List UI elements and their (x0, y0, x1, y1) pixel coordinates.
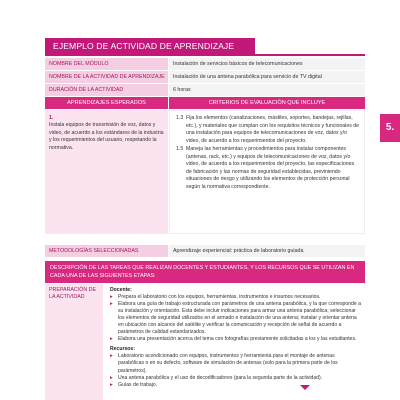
activity-name-value: Instalación de una antena parabólica para servicio de TV digital (169, 71, 365, 83)
list-item: ▸ Laboratorio acondicionado con equipos, instrumentos y herramienta para el montaje de antenas parabólicas o en su defecto, software de simulación de antenas (solo para la primera parte de los parámetros). (110, 353, 361, 374)
title-underline (45, 54, 365, 56)
duration-value: 6 horas (169, 84, 365, 96)
criteria-header: CRITERIOS DE EVALUACIÓN QUE INCLUYE (169, 97, 365, 109)
docente-heading: Docente: (110, 287, 132, 293)
module-label: NOMBRE DEL MÓDULO (45, 58, 168, 70)
criteria-cell (169, 110, 365, 234)
methodology-label: METODOLOGÍAS SELECCIONADAS (45, 245, 168, 257)
criterion-text: Maneja las herramientas y procedimientos para instalar componentes (antenas, rack, etc.) y equipos de telecomunicaciones de voz, datos y/o video, de acuerdo a los requerimientos del proyecto, las especificaciones de fabricación y las normas de seguridad establecidas, previniendo situaciones de riesgo y utilizando los elementos de protección personal según la normativa correspondiente. (186, 146, 355, 190)
preparation-label: PREPARACIÓN DE LA ACTIVIDAD (45, 284, 103, 400)
module-row (45, 58, 365, 70)
activity-name-row (45, 71, 365, 83)
preparation-content (104, 284, 365, 400)
section-tab: 5. (380, 114, 400, 142)
learning-text: Instala equipos de transmisión de voz, datos y video, de acuerdo a los estándares de la industria y los requerimientos del usuario, respetando la normativa. (49, 122, 164, 151)
list-item: ▸ Guías de trabajo. (110, 382, 361, 389)
criterion-text: Fija los elementos (canalizaciones, mástiles, soportes, bandejas, rejillas, etc.), y materiales que cumplan con los requisitos técnicos y funcionales de una instalación para equipos de telecomunicaciones de voz, datos y/o video, de acuerdo a los requerimientos del proyecto. (186, 115, 360, 144)
activity-document (45, 38, 365, 400)
duration-label: DURACIÓN DE LA ACTIVIDAD (45, 84, 168, 96)
learning-cell (45, 110, 168, 234)
learning-header: APRENDIZAJES ESPERADOS (45, 97, 168, 109)
duration-row (45, 84, 365, 96)
tasks-description-band: DESCRIPCIÓN DE LAS TAREAS QUE REALIZAN DOCENTES Y ESTUDIANTES, Y LOS RECURSOS QUE SE UTILIZAN EN CADA UNA DE LAS SIGUIENTES ETAPAS: (45, 261, 365, 283)
recursos-heading: Recursos: (110, 346, 135, 353)
criterion-number: 1.5 (176, 146, 184, 152)
module-value: Instalación de servicios básicos de telecomunicaciones (169, 58, 365, 70)
methodology-value: Aprendizaje experiencial: práctica de laboratorio guiada (169, 245, 365, 257)
criterion-item (176, 146, 360, 191)
list-item: ▸ Una antena parabólica y el uso de decodificadores (para la segunda parte de la actividad). (110, 375, 361, 382)
criterion-item (176, 115, 360, 145)
learning-number: 1. (49, 115, 54, 121)
methodology-row (45, 245, 365, 257)
activity-name-label: NOMBRE DE LA ACTIVIDAD DE APRENDIZAJE (45, 71, 168, 83)
list-item: ▸ Elabora una presentación acerca del tema con fotografías previamente solicitadas a los y las estudiantes. (110, 336, 361, 343)
page-title: EJEMPLO DE ACTIVIDAD DE APRENDIZAJE (45, 38, 255, 54)
list-item: ▸ Prepara el laboratorio con los equipos, herramientas, instrumentos e insumos necesarios. (110, 294, 361, 301)
continue-arrow-icon (300, 385, 310, 390)
list-item: ▸ Elabora una guía de trabajo estructurada con parámetros de una antena parabólica, y la que corresponde a su instalación y orientación. Esta debe incluir indicaciones para armar una antena parabólica; seleccionar los elementos de seguridad utilizados en el armado e instalación de una antena; instalar y orientar antena en ubicación con alcance del satélite y verificar la comunicación y recepción de señal de acuerdo a parámetros de calidad estandarizados. (110, 301, 361, 336)
criterion-number: 1.3 (176, 115, 184, 121)
